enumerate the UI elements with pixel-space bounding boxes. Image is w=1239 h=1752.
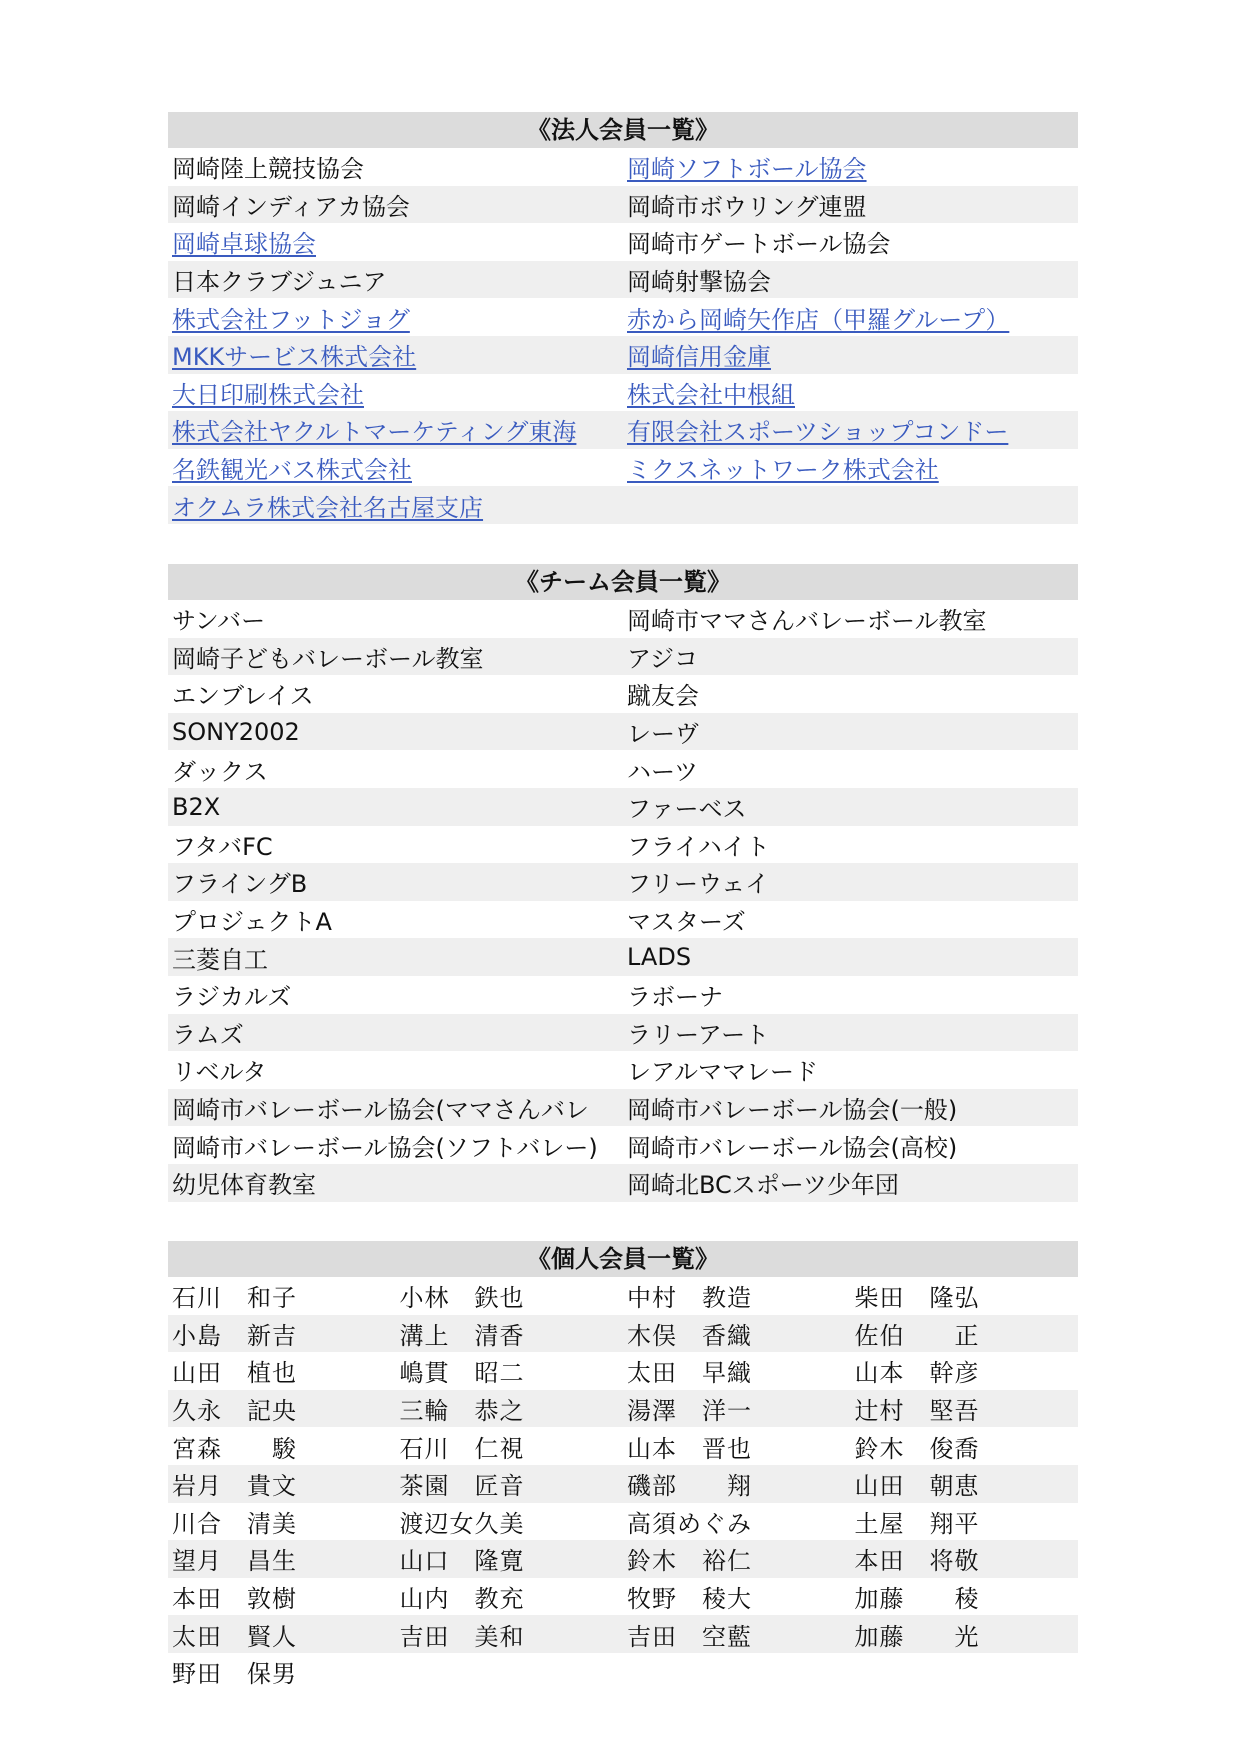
table-row [168, 713, 1078, 751]
table-row [168, 675, 1078, 713]
table-row [168, 1653, 1078, 1691]
corporate-members-section [168, 112, 1078, 524]
table-row [168, 1615, 1078, 1653]
list-item: ダックス [172, 757, 268, 786]
list-item: 渡辺女久美 [399, 1509, 525, 1538]
list-item: 鈴木 裕仁 [627, 1547, 752, 1576]
list-item: フライハイト [627, 832, 770, 861]
list-item: 岡崎市ママさんバレーボール教室 [627, 607, 987, 636]
table-row [168, 1051, 1078, 1089]
list-item: 岡崎市ボウリング連盟 [627, 192, 867, 221]
list-item: リベルタ [172, 1058, 267, 1087]
list-item: 日本クラブジュニア [172, 268, 387, 297]
table-row [168, 1126, 1078, 1164]
list-item [623, 450, 1078, 485]
list-item: 太田 賢人 [172, 1622, 297, 1651]
list-item: 木俣 香織 [627, 1321, 752, 1350]
table-row [168, 826, 1078, 864]
list-item: 山本 晋也 [627, 1434, 752, 1463]
table-row [168, 1164, 1078, 1202]
list-item: 小島 新吉 [172, 1321, 297, 1350]
member-link[interactable]: 岡崎ソフトボール協会 [627, 155, 867, 184]
list-item: 山田 植也 [172, 1359, 297, 1388]
list-item: 岡崎インディアカ協会 [172, 192, 410, 221]
table-row [168, 1578, 1078, 1616]
table-row [168, 1503, 1078, 1541]
list-item: LADS [627, 943, 692, 972]
list-item: 岡崎市バレーボール協会(高校) [627, 1133, 958, 1162]
list-item: 吉田 空藍 [627, 1622, 752, 1651]
list-item: 溝上 清香 [399, 1321, 525, 1350]
list-item: フライングB [172, 870, 308, 899]
list-item: 望月 昌生 [172, 1547, 297, 1576]
list-item: 岡崎射撃協会 [627, 268, 771, 297]
member-link[interactable]: 株式会社フットジョグ [172, 305, 410, 334]
list-item: 牧野 稜大 [627, 1585, 752, 1614]
team-members-title: 《チーム会員一覧》 [168, 564, 1078, 600]
table-row [168, 336, 1078, 374]
member-link[interactable]: 有限会社スポーツショップコンドー [627, 418, 1009, 447]
list-item: マスターズ [627, 908, 746, 937]
list-item: 加藤 稜 [854, 1585, 980, 1614]
list-item [623, 412, 1078, 447]
table-row [168, 374, 1078, 412]
team-members-list [168, 600, 1078, 1202]
individual-members-section [168, 1241, 1078, 1691]
table-row [168, 1540, 1078, 1578]
list-item: 岡崎市バレーボール協会(ママさんバレ [172, 1096, 589, 1125]
list-item: 山口 隆寛 [399, 1547, 525, 1576]
list-item: 石川 和子 [172, 1284, 297, 1313]
table-row [168, 1315, 1078, 1353]
list-item [623, 149, 1078, 184]
list-item: 蹴友会 [627, 682, 699, 711]
list-item: ラジカルズ [172, 983, 292, 1012]
list-item: 山内 教充 [399, 1585, 525, 1614]
corporate-members-title: 《法人会員一覧》 [168, 112, 1078, 148]
table-row [168, 1352, 1078, 1390]
table-row [168, 976, 1078, 1014]
list-item: 辻村 堅吾 [854, 1397, 980, 1426]
list-item [168, 450, 623, 485]
list-item: サンバー [172, 607, 266, 636]
table-row [168, 186, 1078, 224]
list-item: レーヴ [627, 720, 699, 749]
table-row [168, 1465, 1078, 1503]
list-item [168, 300, 623, 335]
table-row [168, 298, 1078, 336]
table-row [168, 1277, 1078, 1315]
corporate-members-list [168, 148, 1078, 524]
list-item [168, 224, 623, 259]
member-link[interactable]: 株式会社ヤクルトマーケティング東海 [172, 418, 577, 447]
table-row [168, 1427, 1078, 1465]
list-item: ラムズ [172, 1020, 244, 1049]
member-link[interactable]: オクムラ株式会社名古屋支店 [172, 493, 484, 522]
member-link[interactable]: MKKサービス株式会社 [172, 343, 417, 372]
table-row [168, 223, 1078, 261]
list-item: 山本 幹彦 [854, 1359, 980, 1388]
list-item: フリーウェイ [627, 870, 770, 899]
table-row [168, 1014, 1078, 1052]
list-item: 高須めぐみ [627, 1509, 752, 1538]
list-item: 野田 保男 [172, 1660, 297, 1689]
list-item [168, 375, 623, 410]
list-item: 幼児体育教室 [172, 1171, 316, 1200]
list-item: 岡崎子どもバレーボール教室 [172, 644, 484, 673]
table-row [168, 449, 1078, 487]
list-item: 柴田 隆弘 [854, 1284, 980, 1313]
list-item: フタバFC [172, 832, 273, 861]
individual-members-list [168, 1277, 1078, 1691]
list-item: 佐伯 正 [854, 1321, 980, 1350]
list-item: 三菱自工 [172, 945, 268, 974]
table-row [168, 411, 1078, 449]
member-link[interactable]: 岡崎卓球協会 [172, 230, 316, 259]
list-item: プロジェクトA [172, 908, 332, 937]
list-item: 岡崎市ゲートボール協会 [627, 230, 891, 259]
table-row [168, 638, 1078, 676]
table-row [168, 261, 1078, 299]
individual-members-title: 《個人会員一覧》 [168, 1241, 1078, 1277]
list-item [623, 337, 1078, 372]
list-item: レアルママレード [627, 1058, 819, 1087]
table-row [168, 788, 1078, 826]
member-link[interactable]: 岡崎信用金庫 [627, 343, 771, 372]
member-link[interactable]: 赤から岡崎矢作店（甲羅グループ） [627, 305, 1010, 334]
table-row [168, 863, 1078, 901]
list-item: 石川 仁視 [399, 1434, 525, 1463]
table-row [168, 938, 1078, 976]
table-row [168, 486, 1078, 524]
list-item: 吉田 美和 [399, 1622, 525, 1651]
list-item: アジコ [627, 644, 699, 673]
list-item: 岩月 貴文 [172, 1472, 297, 1501]
table-row [168, 750, 1078, 788]
list-item: 茶園 匠音 [399, 1472, 525, 1501]
list-item: 小林 鉄也 [399, 1284, 525, 1313]
list-item: 中村 教造 [627, 1284, 752, 1313]
list-item: 川合 清美 [172, 1509, 297, 1538]
list-item: 太田 早織 [627, 1359, 752, 1388]
list-item: 岡崎北BCスポーツ少年団 [627, 1171, 899, 1200]
list-item: 湯澤 洋一 [627, 1397, 752, 1426]
table-row [168, 148, 1078, 186]
list-item: 鈴木 俊喬 [854, 1434, 980, 1463]
table-row [168, 901, 1078, 939]
list-item: ラリーアート [627, 1020, 770, 1049]
table-row [168, 1089, 1078, 1127]
list-item [168, 488, 623, 523]
list-item: 宮森 駿 [172, 1434, 297, 1463]
list-item: 岡崎陸上競技協会 [172, 155, 364, 184]
list-item: 土屋 翔平 [854, 1509, 980, 1538]
list-item [623, 375, 1078, 410]
list-item: 岡崎市バレーボール協会(ソフトバレー) [172, 1133, 598, 1162]
list-item: ハーツ [627, 757, 699, 786]
list-item [168, 412, 623, 447]
list-item [623, 300, 1078, 335]
list-item: 岡崎市バレーボール協会(一般) [627, 1096, 958, 1125]
list-item: 加藤 光 [854, 1622, 980, 1651]
team-members-section [168, 564, 1078, 1202]
list-item: 磯部 翔 [627, 1472, 752, 1501]
list-item: 久永 記央 [172, 1397, 297, 1426]
list-item: 嶋貫 昭二 [399, 1359, 525, 1388]
member-link[interactable]: 大日印刷株式会社 [172, 380, 364, 409]
list-item: 山田 朝恵 [854, 1472, 980, 1501]
list-item [168, 337, 623, 372]
member-link[interactable]: ミクスネットワーク株式会社 [627, 456, 939, 485]
list-item: 本田 将敬 [854, 1547, 980, 1576]
list-item: ファーベス [627, 795, 747, 824]
member-link[interactable]: 名鉄観光バス株式会社 [172, 456, 412, 485]
member-link[interactable]: 株式会社中根組 [627, 380, 795, 409]
list-item: 三輪 恭之 [399, 1397, 525, 1426]
list-item: エンブレイス [172, 682, 314, 711]
list-item: SONY2002 [172, 717, 300, 746]
table-row [168, 600, 1078, 638]
table-row [168, 1390, 1078, 1428]
list-item: B2X [172, 792, 221, 821]
list-item: ラボーナ [627, 983, 723, 1012]
list-item: 本田 敦樹 [172, 1585, 297, 1614]
